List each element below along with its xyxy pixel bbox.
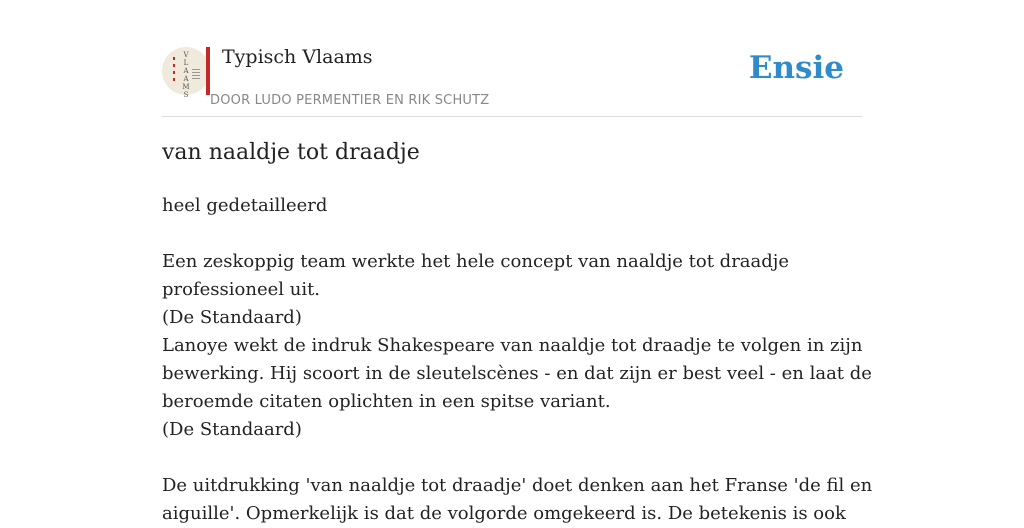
body-line: beroemde citaten oplichten in een spitse variant.: [162, 391, 611, 412]
cover-decoration: [173, 57, 175, 83]
book-authors: DOOR LUDO PERMENTIER EN RIK SCHUTZ: [210, 93, 490, 108]
paragraph-gap: [162, 220, 852, 248]
body-line: De uitdrukking 'van naaldje tot draadje' doet denken aan het Franse 'de fil en: [162, 475, 873, 496]
book-cover-avatar[interactable]: [162, 47, 210, 99]
cover-decoration: [192, 69, 200, 79]
body-line: Een zeskoppig team werkte het hele concept van naaldje tot draadje: [162, 251, 790, 272]
book-title-link[interactable]: Typisch Vlaams: [222, 46, 373, 68]
source-citation: (De Standaard): [162, 419, 302, 440]
paragraph-gap: [162, 444, 852, 472]
source-citation: (De Standaard): [162, 307, 302, 328]
book-header: [162, 44, 862, 117]
entry-title: van naaldje tot draadje: [162, 140, 420, 165]
brand-logo-link[interactable]: Ensie: [748, 50, 844, 86]
body-line: bewerking. Hij scoort in de sleutelscènes - en dat zijn er best veel - en laat de: [162, 363, 872, 384]
cover-lettering: V L A A M S: [182, 51, 190, 99]
entry-body: [162, 192, 873, 528]
body-line: aiguille'. Opmerkelijk is dat de volgorde omgekeerd is. De betekenis is ook: [162, 503, 846, 524]
cover-spine: [206, 47, 210, 95]
definition-text: heel gedetailleerd: [162, 195, 328, 216]
body-line: Lanoye wekt de indruk Shakespeare van naaldje tot draadje te volgen in zijn: [162, 335, 863, 356]
body-line: professioneel uit.: [162, 279, 321, 300]
